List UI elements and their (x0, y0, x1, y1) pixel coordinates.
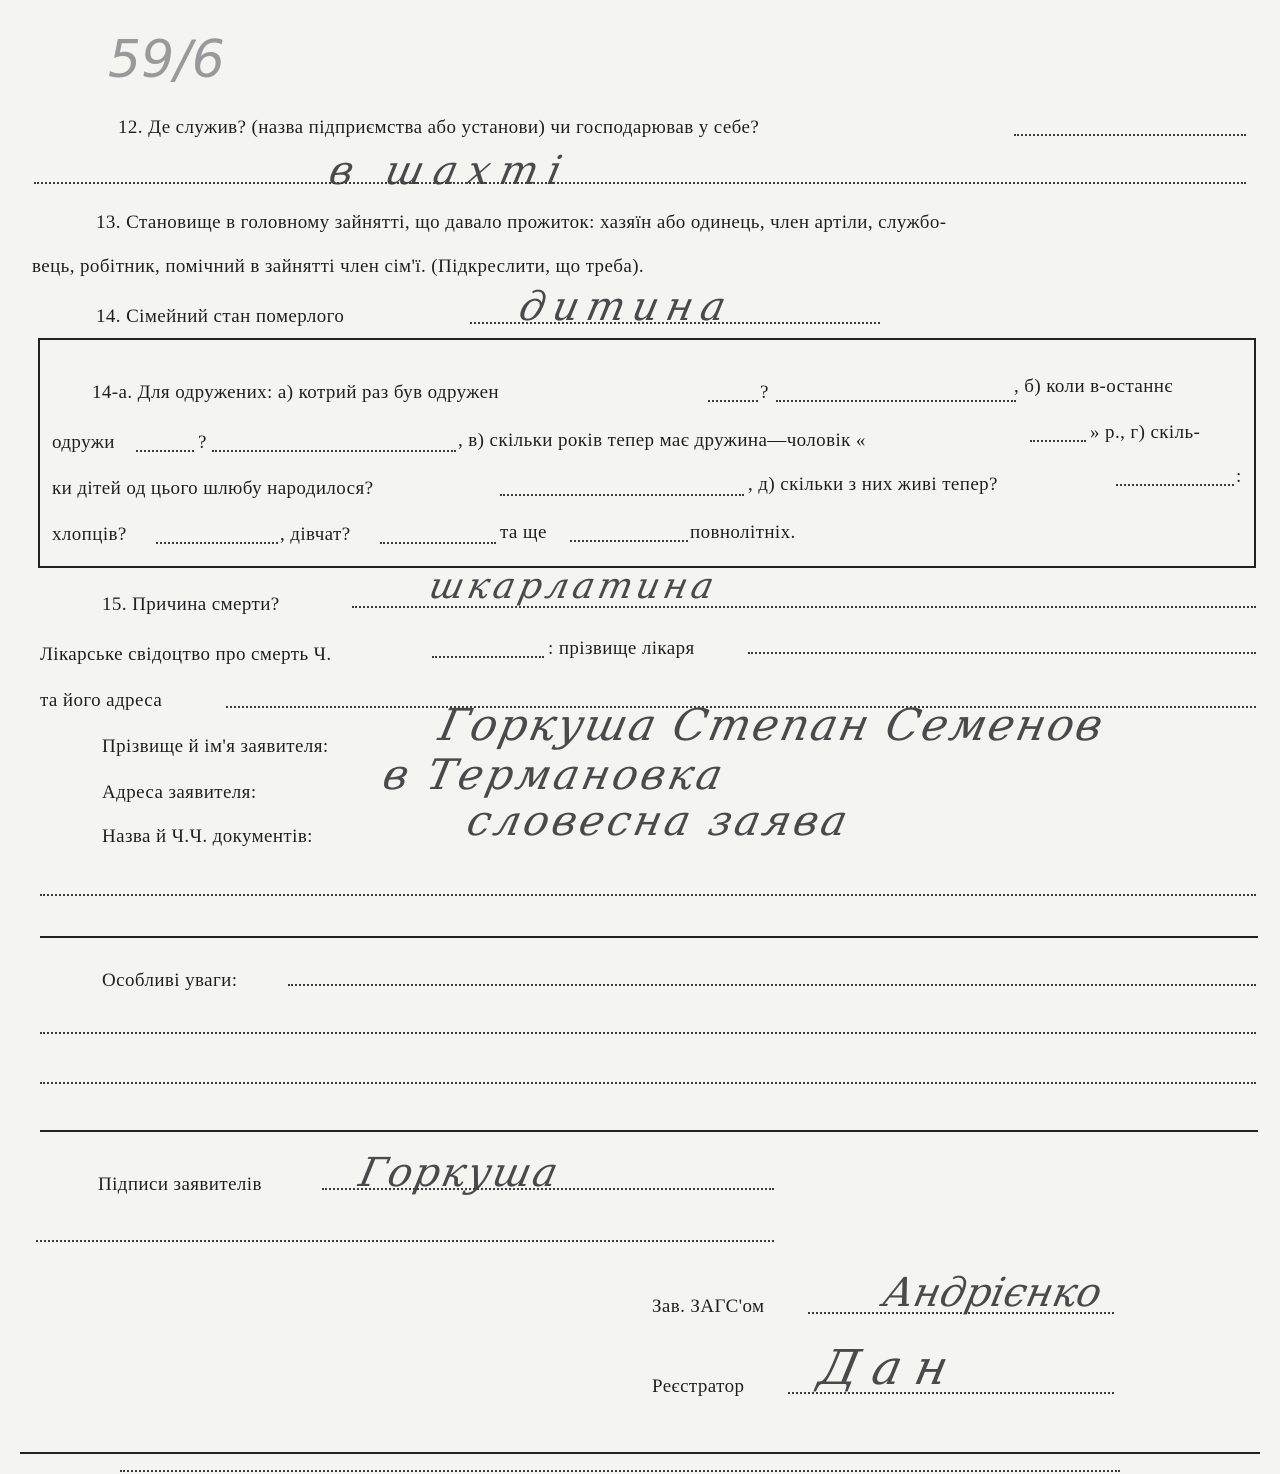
registrar-signature: Дан (814, 1340, 968, 1396)
applicant-address-value: в Термановка (378, 750, 731, 799)
medical-doctor-dots (748, 652, 1256, 654)
applicant-signatures-dots-2 (36, 1240, 774, 1242)
head-signature-dots (808, 1312, 1114, 1314)
q15-label: 15. Причина смерти? (102, 594, 280, 615)
pencil-archive-number: 59/6 (108, 30, 225, 90)
applicant-signatures-label: Підписи заявителів (98, 1174, 262, 1195)
bottom-rule (20, 1452, 1260, 1454)
applicant-docs-label: Назва й Ч.Ч. документів: (102, 826, 313, 847)
q13-line1: 13. Становище в головному зайнятті, що давало прожиток: хазяїн або одинець, член артіли, службо- (96, 212, 947, 233)
q14a-line2-dots3 (1030, 440, 1086, 442)
q14a-line2-a: одружи (52, 432, 115, 453)
q14a-line4-dots2 (380, 542, 496, 544)
head-signature: Андрієнко (879, 1270, 1106, 1316)
q14a-line2-dots1 (136, 450, 194, 452)
notes-label: Особливі уваги: (102, 970, 238, 991)
q14a-line4-a: хлопців? (52, 524, 127, 545)
applicant-signatures-dots (322, 1188, 774, 1190)
applicant-signature: Горкуша (355, 1150, 564, 1196)
notes-dots-1 (288, 984, 1256, 986)
section-rule-2 (40, 1130, 1258, 1132)
q14a-line2-c: » р., г) скіль- (1090, 422, 1201, 443)
q14-dotted-line (470, 322, 880, 324)
applicant-address-label: Адреса заявителя: (102, 782, 257, 803)
registrar-label: Реєстратор (652, 1376, 745, 1397)
section-rule-1 (40, 936, 1258, 938)
doctor-address-label: та його адреса (40, 690, 163, 711)
q14a-line3-dots2 (1116, 484, 1234, 486)
q15-dotted-line (352, 606, 1256, 608)
q14a-line3-a: ки дітей од цього шлюбу народилося? (52, 478, 374, 499)
q12-label: 12. Де служив? (назва підприємства або установи) чи господарював у себе? (118, 117, 760, 138)
medical-number-dots (432, 656, 544, 658)
q14a-married-box (38, 338, 1256, 568)
q14a-line1-b: , б) коли в-останнє (1014, 376, 1173, 397)
registrar-signature-dots (788, 1392, 1114, 1394)
q14-answer: дитина (515, 284, 738, 330)
q12-answer: в шахті (325, 148, 576, 194)
q14a-line1-q: ? (760, 382, 769, 403)
head-label: Зав. ЗАГС'ом (652, 1296, 765, 1317)
notes-dots-2 (40, 1032, 1256, 1034)
q14a-line4-d: повнолітніх. (690, 522, 796, 543)
q14a-line4-dots1 (156, 542, 278, 544)
q14a-line3-b: , д) скільки з них живі тепер? (748, 474, 998, 495)
q14a-line3-dots1 (500, 494, 744, 496)
q14a-line1-a: 14-а. Для одружених: а) котрий раз був одружен (92, 382, 499, 403)
q14-label: 14. Сімейний стан померлого (96, 306, 345, 327)
notes-dots-3 (40, 1082, 1256, 1084)
q12-dotted-line (1014, 134, 1246, 136)
applicant-docs-value: словесна заява (462, 796, 855, 845)
applicant-name-label: Прізвище й ім'я заявителя: (102, 736, 329, 757)
applicant-extra-dots (40, 894, 1256, 896)
q13-line2: вець, робітник, помічний в зайнятті член сім'ї. (Підкреслити, що треба). (32, 256, 645, 277)
medical-label-b: : прізвище лікаря (548, 638, 695, 659)
q14a-line3-c: : (1236, 466, 1242, 487)
applicant-name-value: Горкуша Степан Семенов (434, 700, 1110, 751)
q14a-line4-b: , дівчат? (280, 524, 351, 545)
q15-answer: шкарлатина (425, 566, 722, 607)
q14a-line4-dots3 (570, 540, 688, 542)
q14a-line2-b: , в) скільки років тепер має дружина—чоловік « (458, 430, 866, 451)
medical-label-a: Лікарське свідоцтво про смерть Ч. (40, 644, 332, 665)
q14a-line2-q: ? (198, 432, 207, 453)
q14a-line1-dots2 (776, 400, 1016, 402)
q12-answer-line (34, 182, 1246, 184)
q14a-line1-dots1 (708, 400, 758, 402)
bottom-cut-dots (120, 1470, 1120, 1472)
q14a-line4-c: та ще (500, 522, 547, 543)
q14a-line2-dots2 (212, 450, 456, 452)
